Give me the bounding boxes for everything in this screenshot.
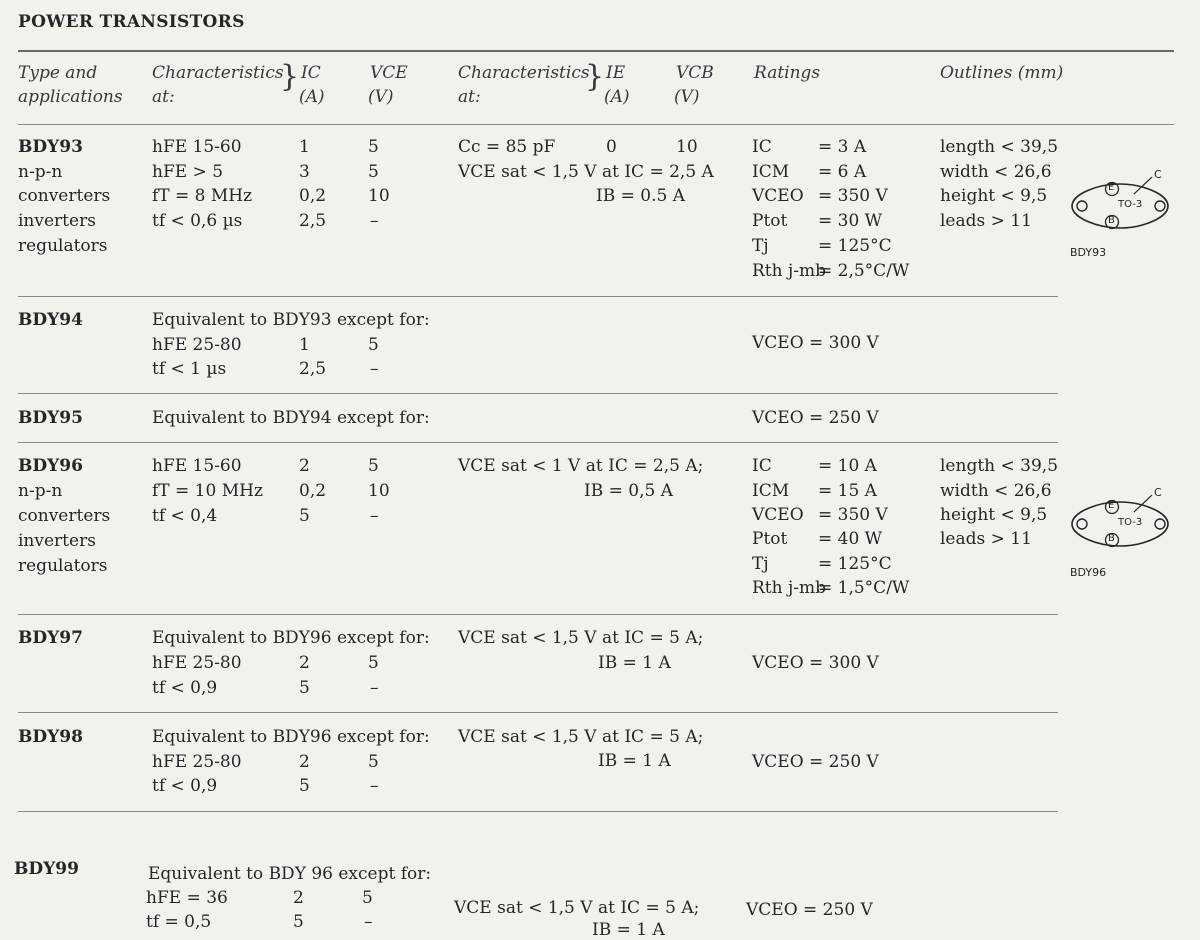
rating-value: = 3 A <box>818 137 867 157</box>
vce-value: – <box>370 506 379 526</box>
vce-value: – <box>370 211 379 231</box>
vce-value: 5 <box>368 137 379 157</box>
emitter-label: E <box>1108 182 1115 193</box>
header-vce: VCE <box>370 63 408 83</box>
characteristic-2: IB = 1 A <box>598 653 671 673</box>
rating-key: ICM <box>752 481 790 501</box>
rating-key: VCEO <box>752 186 804 206</box>
equivalent-note: Equivalent to BDY 96 except for: <box>148 864 432 884</box>
header-at-1: at: <box>152 87 175 107</box>
rating: VCEO = 250 V <box>746 900 873 920</box>
rating-value: = 10 A <box>818 456 877 476</box>
characteristic: tf < 0,6 µs <box>152 211 243 231</box>
vcb-value: 10 <box>676 137 698 157</box>
ic-value: 5 <box>299 506 310 526</box>
application: n-p-n <box>18 481 63 501</box>
outline-dimension: height < 9,5 <box>940 186 1048 206</box>
characteristic: hFE 15-60 <box>152 456 242 476</box>
header-ie-unit: (A) <box>604 87 630 107</box>
characteristic: tf = 0,5 <box>146 912 212 932</box>
characteristic: tf < 0,4 <box>152 506 218 526</box>
outline-dimension: leads > 11 <box>940 211 1032 231</box>
rating-value: = 30 W <box>818 211 883 231</box>
characteristic-2: IB = 1 A <box>598 751 671 771</box>
to3-outline-icon <box>1068 486 1178 576</box>
characteristic-2: Cc = 85 pF <box>458 137 556 157</box>
rating-key: Rth j-mb <box>752 578 827 598</box>
vce-value: – <box>370 359 379 379</box>
characteristic: tf < 0,9 <box>152 776 218 796</box>
ic-value: 2 <box>299 653 310 673</box>
rating-value: = 350 V <box>818 186 888 206</box>
ic-value: 0,2 <box>299 186 327 206</box>
to3-package-drawing <box>1068 486 1178 579</box>
ic-value: 3 <box>299 162 310 182</box>
rating: VCEO = 300 V <box>752 653 879 673</box>
base-label: B <box>1108 533 1115 544</box>
header-type: Type and <box>18 63 98 83</box>
case-label: TO-3 <box>1118 517 1143 528</box>
rating-key: Ptot <box>752 211 788 231</box>
outline-dimension: length < 39,5 <box>940 137 1059 157</box>
type-name: BDY99 <box>14 859 79 879</box>
outline-dimension: width < 26,6 <box>940 162 1052 182</box>
vce-value: – <box>370 678 379 698</box>
characteristic-2: VCE sat < 1,5 V at IC = 2,5 A <box>458 162 714 182</box>
outline-dimension: height < 9,5 <box>940 505 1048 525</box>
ic-value: 1 <box>299 137 310 157</box>
header-characteristics-2: Characteristics <box>458 63 590 83</box>
rating-value: = 350 V <box>818 505 888 525</box>
ic-value: 2 <box>299 456 310 476</box>
header-ic: IC <box>301 63 321 83</box>
characteristic: tf < 0,9 <box>152 678 218 698</box>
application: inverters <box>18 531 96 551</box>
outline-dimension: length < 39,5 <box>940 456 1059 476</box>
ic-value: 2,5 <box>299 211 327 231</box>
rating-value: = 1,5°C/W <box>818 578 910 598</box>
type-name: BDY95 <box>18 408 83 428</box>
rating: VCEO = 250 V <box>752 408 879 428</box>
ic-value: 5 <box>299 776 310 796</box>
rating-key: Tj <box>752 236 769 256</box>
rating-key: ICM <box>752 162 790 182</box>
header-vcb-unit: (V) <box>674 87 700 107</box>
vce-value: 5 <box>368 752 379 772</box>
brace-2: } <box>585 59 605 94</box>
characteristic-2: IB = 0.5 A <box>596 186 685 206</box>
characteristic-2: IB = 0,5 A <box>584 481 673 501</box>
application: regulators <box>18 236 108 256</box>
header-vce-unit: (V) <box>368 87 394 107</box>
characteristic-2: VCE sat < 1,5 V at IC = 5 A; <box>458 628 704 648</box>
page-title: POWER TRANSISTORS <box>18 12 245 32</box>
rating-value: = 15 A <box>818 481 877 501</box>
header-ratings: Ratings <box>754 63 821 83</box>
rating-value: = 125°C <box>818 236 892 256</box>
rating-key: Rth j-mb <box>752 261 827 281</box>
vce-value: 10 <box>368 481 390 501</box>
rating: VCEO = 250 V <box>752 752 879 772</box>
ic-value: 2,5 <box>299 359 327 379</box>
equivalent-note: Equivalent to BDY93 except for: <box>152 310 430 330</box>
row-rule <box>18 614 1058 615</box>
header-characteristics-1: Characteristics <box>152 63 284 83</box>
rating-key: VCEO <box>752 505 804 525</box>
equivalent-note: Equivalent to BDY96 except for: <box>152 628 430 648</box>
rating-key: IC <box>752 137 772 157</box>
to3-outline-icon <box>1068 168 1178 258</box>
header-applications: applications <box>18 87 123 107</box>
vce-value: 5 <box>368 653 379 673</box>
rating-key: Tj <box>752 554 769 574</box>
ic-value: 0,2 <box>299 481 327 501</box>
base-label: B <box>1108 215 1115 226</box>
type-name: BDY94 <box>18 310 83 330</box>
application: inverters <box>18 211 96 231</box>
row-rule <box>18 811 1058 812</box>
characteristic: hFE > 5 <box>152 162 224 182</box>
characteristic-2: VCE sat < 1,5 V at IC = 5 A; <box>454 898 700 918</box>
ic-value: 1 <box>299 335 310 355</box>
characteristic: hFE 25-80 <box>152 335 242 355</box>
equivalent-note: Equivalent to BDY96 except for: <box>152 727 430 747</box>
characteristic-2: VCE sat < 1,5 V at IC = 5 A; <box>458 727 704 747</box>
characteristic: fT = 8 MHz <box>152 186 253 206</box>
ic-value: 5 <box>299 678 310 698</box>
collector-label: C <box>1154 486 1162 499</box>
row-rule <box>18 393 1058 394</box>
ic-value: 2 <box>293 888 304 908</box>
emitter-label: E <box>1108 500 1115 511</box>
characteristic-2: IB = 1 A <box>592 920 665 940</box>
rating: VCEO = 300 V <box>752 333 879 353</box>
characteristic: hFE = 36 <box>146 888 228 908</box>
type-name: BDY96 <box>18 456 83 476</box>
application: converters <box>18 506 111 526</box>
header-ic-unit: (A) <box>299 87 325 107</box>
header-vcb: VCB <box>676 63 714 83</box>
application: regulators <box>18 556 108 576</box>
rating-value: = 2,5°C/W <box>818 261 910 281</box>
characteristic: hFE 25-80 <box>152 752 242 772</box>
rating-key: Ptot <box>752 529 788 549</box>
header-at-2: at: <box>458 87 481 107</box>
ic-value: 2 <box>299 752 310 772</box>
case-label: TO-3 <box>1118 199 1143 210</box>
vce-value: – <box>370 776 379 796</box>
characteristic: hFE 25-80 <box>152 653 242 673</box>
ic-value: 5 <box>293 912 304 932</box>
rating-value: = 6 A <box>818 162 867 182</box>
rating-value: = 125°C <box>818 554 892 574</box>
collector-label: C <box>1154 168 1162 181</box>
characteristic-2: VCE sat < 1 V at IC = 2,5 A; <box>458 456 704 476</box>
brace-1: } <box>280 59 300 94</box>
characteristic: hFE 15-60 <box>152 137 242 157</box>
characteristic: fT = 10 MHz <box>152 481 263 501</box>
application: n-p-n <box>18 162 63 182</box>
ie-value: 0 <box>606 137 617 157</box>
header-ie: IE <box>606 63 626 83</box>
row-rule <box>18 442 1058 443</box>
header-rule <box>18 124 1174 125</box>
to3-package-drawing <box>1068 168 1178 258</box>
vce-value: 10 <box>368 186 390 206</box>
vce-value: – <box>364 912 373 932</box>
vce-value: 5 <box>368 162 379 182</box>
type-name: BDY97 <box>18 628 83 648</box>
characteristic: tf < 1 µs <box>152 359 227 379</box>
equivalent-note: Equivalent to BDY94 except for: <box>152 408 430 428</box>
vce-value: 5 <box>362 888 373 908</box>
package-caption: BDY96 <box>1070 566 1107 579</box>
row-rule <box>18 712 1058 713</box>
type-name: BDY93 <box>18 137 83 157</box>
package-caption: BDY93 <box>1070 246 1107 259</box>
row-rule <box>18 296 1058 297</box>
top-rule <box>18 50 1174 52</box>
application: converters <box>18 186 111 206</box>
outline-dimension: width < 26,6 <box>940 481 1052 501</box>
rating-value: = 40 W <box>818 529 883 549</box>
header-outlines: Outlines (mm) <box>940 63 1064 83</box>
outline-dimension: leads > 11 <box>940 529 1032 549</box>
vce-value: 5 <box>368 335 379 355</box>
rating-key: IC <box>752 456 772 476</box>
type-name: BDY98 <box>18 727 83 747</box>
vce-value: 5 <box>368 456 379 476</box>
